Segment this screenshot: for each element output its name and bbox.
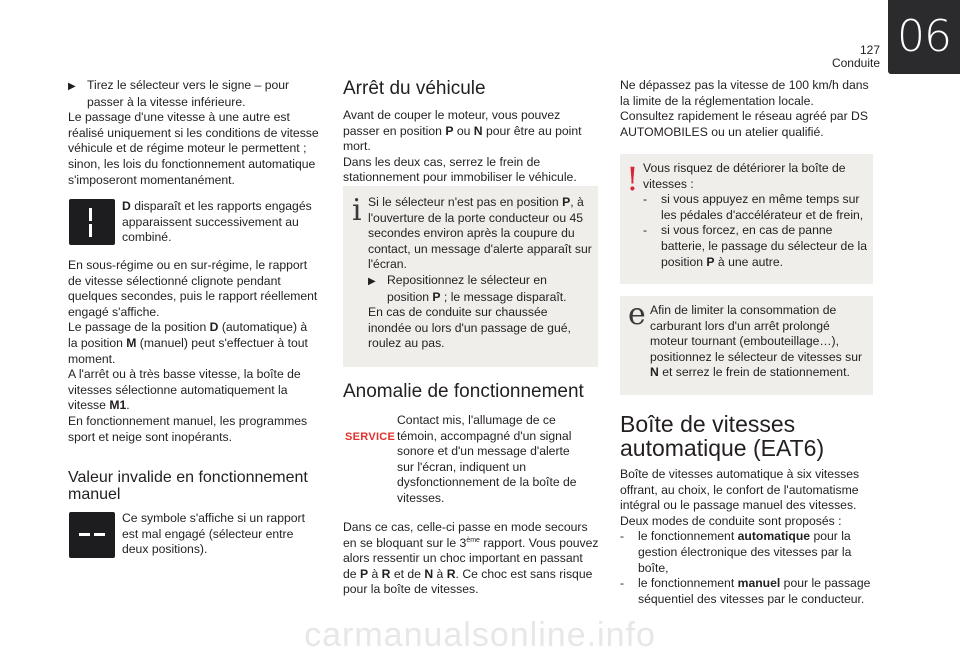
- column-3-top: [620, 78, 876, 140]
- section-name: Conduite: [831, 56, 880, 70]
- warning-intro: Vous risquez de détériorer la boîte de vitesses :: [643, 161, 846, 191]
- column-1-top: [68, 78, 320, 188]
- column-1-middle: [68, 258, 320, 445]
- vehicle-stop-body: [343, 108, 599, 186]
- warning-item-2: - si vous forcez, en cas de panne batterie, le passage du sélecteur de la position P à une autre.: [643, 223, 867, 269]
- heading-eat6: Boîte de vitesses automatique (EAT6): [620, 411, 825, 461]
- eat6-description: Boîte de vitesses automatique à six vitesses offrant, au choix, le confort de l'automatisme intégral ou le passage manuel des vitesses.: [620, 467, 860, 513]
- eat6-modes-intro: Deux modes de conduite sont proposés :: [620, 513, 842, 528]
- warning-item-1: - si vous appuyez en même temps sur les pédales d'accélérateur et de frein,: [643, 192, 864, 222]
- chapter-tab: 06: [888, 0, 960, 74]
- invalid-value-text: Ce symbole s'affiche si un rapport est mal engagé (sélecteur entre deux positions).: [122, 511, 305, 557]
- warning-icon: !: [626, 160, 639, 198]
- eco-text: Afin de limiter la consommation de carburant lors d'un arrêt prolongé moteur tournant (embouteillage…), positionnez le sélecteur de vitesses sur N et serrez le frein de stationnement.: [650, 303, 863, 380]
- stop-neutral-text: Avant de couper le moteur, vous pouvez passer en position P ou N pour être au point mort.: [343, 108, 582, 154]
- low-speed-m1-text: A l'arrêt ou à très basse vitesse, la boîte de vitesses sélectionne automatiquement la vitesse M1.: [68, 367, 301, 413]
- invalid-value-dashes-icon: [69, 512, 115, 558]
- under-over-rev-text: En sous-régime ou en sur-régime, le rapport de vitesse sélectionné clignote pendant quelques secondes, puis le rapport réellement engagé s'affiche.: [68, 258, 318, 319]
- mode-manual: - le fonctionnement manuel pour le passage séquentiel des vitesses par le conducteur.: [620, 576, 871, 606]
- heading-vehicle-stop: Arrêt du véhicule: [343, 78, 486, 99]
- d-letter: D: [122, 199, 131, 213]
- reposition-bullet: ▶ Repositionnez le sélecteur en position P ; le message disparaît.: [368, 272, 567, 304]
- watermark: carmanualsonline.info: [304, 616, 656, 654]
- d-to-m-text: Le passage de la position D (automatique) à la position M (manuel) peut s'effectuer à tout moment.: [68, 320, 308, 366]
- limp-mode-text: Dans ce cas, celle-ci passe en mode secours en se bloquant sur le 3ème rapport. Vous pouvez alors ressentir un choc important en passant de P à R et de N à R. Ce choc est sans risque pour la boîte de vitesses.: [343, 520, 599, 597]
- selector-alert-text: Si le sélecteur n'est pas en position P, à l'ouverture de la porte conducteur ou 45 secondes environ après la coupure du contact, un message d'alerte apparaît sur l'écran.: [368, 195, 592, 272]
- mode-automatic: - le fonctionnement automatique pour la gestion électronique des vitesses par la boîte,: [620, 529, 852, 575]
- eco-icon: e: [628, 297, 646, 332]
- bullet-downshift-text: Tirez le sélecteur vers le signe – pour passer à la vitesse inférieure.: [87, 78, 290, 109]
- bullet-arrow-icon: ▶: [368, 275, 376, 287]
- service-warning-text: Contact mis, l'allumage de ce témoin, accompagné d'un signal sonore et d'un message d'alerte sur l'écran, indiquent un dysfonctionnement de la boîte de vitesses.: [397, 413, 577, 505]
- gear-indicator-1-glyph: [69, 199, 115, 245]
- flooded-road-text: En cas de conduite sur chaussée inondée ou lors d'un passage de gué, roulez au pas.: [368, 305, 571, 351]
- parking-brake-text: Dans les deux cas, serrez le frein de stationnement pour immobiliser le véhicule.: [343, 154, 577, 185]
- eat6-body: [620, 467, 876, 607]
- page-number: 127: [859, 43, 880, 57]
- d-disappears-text: [122, 199, 322, 246]
- paragraph-gear-change: Le passage d'une vitesse à une autre est réalisé uniquement si les conditions de vitesse véhicule et de régime moteur le permettent ; sinon, les lois du fonctionnement automatique s'imposeront momentanément.: [68, 110, 319, 187]
- info-icon: i: [352, 193, 362, 228]
- bullet-arrow-icon: ▶: [68, 81, 76, 92]
- consult-network-text: Consultez rapidement le réseau agréé par DS AUTOMOBILES ou un atelier qualifié.: [620, 109, 868, 139]
- info-box-text: [368, 195, 592, 352]
- d-disappears-body: disparaît et les rapports engagés apparaissent successivement au combiné.: [122, 199, 312, 245]
- sport-snow-text: En fonctionnement manuel, les programmes sport et neige sont inopérants.: [68, 413, 308, 444]
- warning-box-text: [643, 161, 868, 270]
- heading-malfunction: Anomalie de fonctionnement: [343, 381, 584, 402]
- bullet-downshift: [68, 78, 320, 110]
- gear-indicator-1-icon: [69, 199, 115, 245]
- service-warning-icon: SERVICE: [345, 431, 396, 443]
- invalid-dashes-glyph: [69, 512, 115, 558]
- heading-invalid-value: Valeur invalide en fonctionnement manuel: [68, 469, 308, 503]
- speed-limit-text: Ne dépassez pas la vitesse de 100 km/h dans la limite de la réglementation locale.: [620, 78, 869, 108]
